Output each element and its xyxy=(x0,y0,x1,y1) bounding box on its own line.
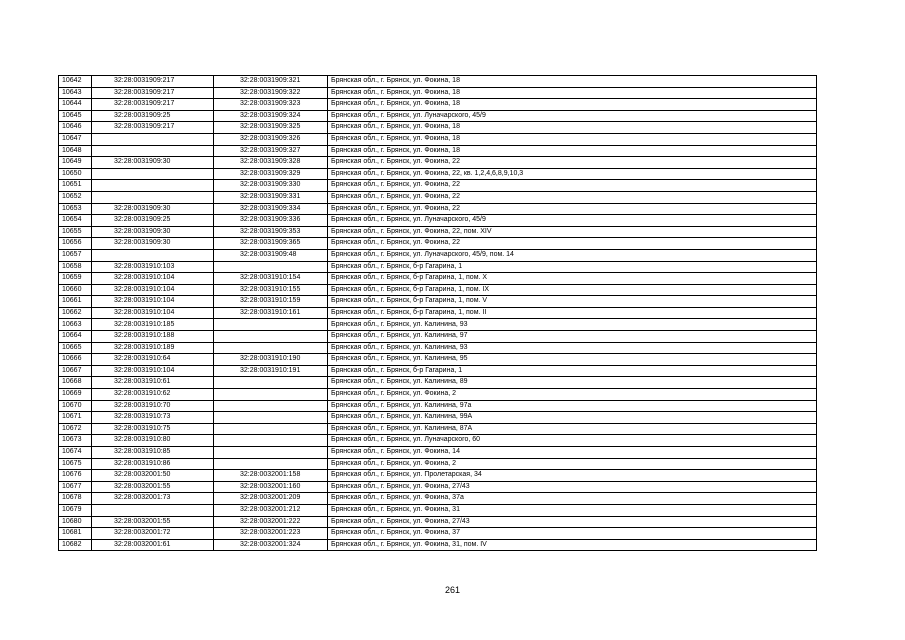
cadastral-number-cell: 32:28:0031909:323 xyxy=(214,99,328,111)
table-row xyxy=(59,110,817,122)
address-cell: Брянская обл., г. Брянск, ул. Фокина, 22, пом. XIV xyxy=(328,226,817,238)
cadastral-number-cell: 32:28:0031910:161 xyxy=(214,307,328,319)
table-row xyxy=(59,180,817,192)
cadastral-number-cell xyxy=(214,261,328,273)
row-number-cell: 10664 xyxy=(59,331,92,343)
address-cell: Брянская обл., г. Брянск, ул. Фокина, 18 xyxy=(328,145,817,157)
cadastral-number-cell: 32:28:0031910:190 xyxy=(214,354,328,366)
address-cell: Брянская обл., г. Брянск, ул. Фокина, 22 xyxy=(328,157,817,169)
row-number-cell: 10667 xyxy=(59,365,92,377)
row-number-cell: 10678 xyxy=(59,493,92,505)
table-row xyxy=(59,504,817,516)
row-number-cell: 10653 xyxy=(59,203,92,215)
cadastral-number-cell xyxy=(214,412,328,424)
parent-cadastral-cell xyxy=(92,249,214,261)
parent-cadastral-cell: 32:28:0031909:25 xyxy=(92,215,214,227)
table-row xyxy=(59,168,817,180)
address-cell: Брянская обл., г. Брянск, ул. Фокина, 22 xyxy=(328,238,817,250)
parent-cadastral-cell: 32:28:0031910:85 xyxy=(92,447,214,459)
address-cell: Брянская обл., г. Брянск, ул. Фокина, 37а xyxy=(328,493,817,505)
row-number-cell: 10655 xyxy=(59,226,92,238)
cadastral-number-cell: 32:28:0031909:327 xyxy=(214,145,328,157)
address-cell: Брянская обл., г. Брянск, ул. Фокина, 37 xyxy=(328,528,817,540)
address-cell: Брянская обл., г. Брянск, ул. Калинина, 95 xyxy=(328,354,817,366)
row-number-cell: 10660 xyxy=(59,284,92,296)
table-row xyxy=(59,423,817,435)
parent-cadastral-cell: 32:28:0031910:70 xyxy=(92,400,214,412)
address-cell: Брянская обл., г. Брянск, ул. Пролетарская, 34 xyxy=(328,470,817,482)
row-number-cell: 10669 xyxy=(59,389,92,401)
row-number-cell: 10662 xyxy=(59,307,92,319)
row-number-cell: 10661 xyxy=(59,296,92,308)
table-row xyxy=(59,516,817,528)
table-row xyxy=(59,249,817,261)
parent-cadastral-cell: 32:28:0031909:217 xyxy=(92,76,214,88)
row-number-cell: 10676 xyxy=(59,470,92,482)
parent-cadastral-cell xyxy=(92,191,214,203)
address-cell: Брянская обл., г. Брянск, ул. Фокина, 22 xyxy=(328,180,817,192)
table-row xyxy=(59,284,817,296)
address-cell: Брянская обл., г. Брянск, ул. Калинина, 97а xyxy=(328,400,817,412)
parent-cadastral-cell: 32:28:0031909:217 xyxy=(92,99,214,111)
row-number-cell: 10670 xyxy=(59,400,92,412)
address-cell: Брянская обл., г. Брянск, ул. Фокина, 27/43 xyxy=(328,481,817,493)
parent-cadastral-cell: 32:28:0032001:55 xyxy=(92,516,214,528)
row-number-cell: 10644 xyxy=(59,99,92,111)
registry-table-body xyxy=(59,76,817,551)
address-cell: Брянская обл., г. Брянск, б-р Гагарина, 1 xyxy=(328,365,817,377)
address-cell: Брянская обл., г. Брянск, ул. Фокина, 22, кв. 1,2,4,6,8,9,10,3 xyxy=(328,168,817,180)
cadastral-number-cell: 32:28:0031909:325 xyxy=(214,122,328,134)
table-row xyxy=(59,331,817,343)
cadastral-number-cell xyxy=(214,342,328,354)
row-number-cell: 10671 xyxy=(59,412,92,424)
table-row xyxy=(59,76,817,88)
address-cell: Брянская обл., г. Брянск, ул. Фокина, 18 xyxy=(328,87,817,99)
address-cell: Брянская обл., г. Брянск, б-р Гагарина, 1 xyxy=(328,261,817,273)
table-row xyxy=(59,481,817,493)
table-row xyxy=(59,273,817,285)
parent-cadastral-cell xyxy=(92,133,214,145)
table-row xyxy=(59,261,817,273)
row-number-cell: 10673 xyxy=(59,435,92,447)
parent-cadastral-cell: 32:28:0032001:50 xyxy=(92,470,214,482)
table-row xyxy=(59,191,817,203)
row-number-cell: 10668 xyxy=(59,377,92,389)
address-cell: Брянская обл., г. Брянск, ул. Фокина, 22 xyxy=(328,191,817,203)
cadastral-number-cell: 32:28:0032001:223 xyxy=(214,528,328,540)
table-row xyxy=(59,215,817,227)
cadastral-number-cell: 32:28:0031909:322 xyxy=(214,87,328,99)
table-row xyxy=(59,435,817,447)
parent-cadastral-cell: 32:28:0031910:75 xyxy=(92,423,214,435)
cadastral-number-cell: 32:28:0031909:331 xyxy=(214,191,328,203)
cadastral-number-cell: 32:28:0031909:321 xyxy=(214,76,328,88)
cadastral-number-cell: 32:28:0031909:353 xyxy=(214,226,328,238)
parent-cadastral-cell: 32:28:0031910:104 xyxy=(92,284,214,296)
row-number-cell: 10677 xyxy=(59,481,92,493)
parent-cadastral-cell: 32:28:0031910:73 xyxy=(92,412,214,424)
parent-cadastral-cell xyxy=(92,168,214,180)
parent-cadastral-cell: 32:28:0031910:80 xyxy=(92,435,214,447)
row-number-cell: 10674 xyxy=(59,447,92,459)
table-row xyxy=(59,99,817,111)
parent-cadastral-cell xyxy=(92,180,214,192)
table-row xyxy=(59,296,817,308)
cadastral-number-cell xyxy=(214,447,328,459)
parent-cadastral-cell: 32:28:0031910:103 xyxy=(92,261,214,273)
parent-cadastral-cell: 32:28:0031909:30 xyxy=(92,226,214,238)
parent-cadastral-cell xyxy=(92,504,214,516)
row-number-cell: 10681 xyxy=(59,528,92,540)
address-cell: Брянская обл., г. Брянск, ул. Фокина, 18 xyxy=(328,133,817,145)
row-number-cell: 10659 xyxy=(59,273,92,285)
row-number-cell: 10682 xyxy=(59,539,92,551)
parent-cadastral-cell: 32:28:0031910:62 xyxy=(92,389,214,401)
row-number-cell: 10672 xyxy=(59,423,92,435)
row-number-cell: 10649 xyxy=(59,157,92,169)
address-cell: Брянская обл., г. Брянск, б-р Гагарина, 1, пом. V xyxy=(328,296,817,308)
parent-cadastral-cell: 32:28:0031910:104 xyxy=(92,307,214,319)
cadastral-number-cell: 32:28:0031910:154 xyxy=(214,273,328,285)
row-number-cell: 10648 xyxy=(59,145,92,157)
table-row xyxy=(59,307,817,319)
row-number-cell: 10675 xyxy=(59,458,92,470)
cadastral-number-cell: 32:28:0031909:336 xyxy=(214,215,328,227)
cadastral-number-cell: 32:28:0031909:365 xyxy=(214,238,328,250)
row-number-cell: 10680 xyxy=(59,516,92,528)
row-number-cell: 10679 xyxy=(59,504,92,516)
parent-cadastral-cell: 32:28:0031910:104 xyxy=(92,273,214,285)
cadastral-number-cell xyxy=(214,331,328,343)
page-number: 261 xyxy=(444,585,461,595)
cadastral-number-cell: 32:28:0031909:48 xyxy=(214,249,328,261)
table-row xyxy=(59,447,817,459)
row-number-cell: 10665 xyxy=(59,342,92,354)
cadastral-number-cell: 32:28:0031909:329 xyxy=(214,168,328,180)
table-row xyxy=(59,377,817,389)
cadastral-number-cell: 32:28:0031909:324 xyxy=(214,110,328,122)
address-cell: Брянская обл., г. Брянск, б-р Гагарина, 1, пом. II xyxy=(328,307,817,319)
table-row xyxy=(59,145,817,157)
cadastral-number-cell: 32:28:0031909:328 xyxy=(214,157,328,169)
cadastral-number-cell xyxy=(214,377,328,389)
table-row xyxy=(59,539,817,551)
row-number-cell: 10666 xyxy=(59,354,92,366)
address-cell: Брянская обл., г. Брянск, ул. Луначарского, 45/9 xyxy=(328,215,817,227)
address-cell: Брянская обл., г. Брянск, ул. Фокина, 18 xyxy=(328,76,817,88)
row-number-cell: 10651 xyxy=(59,180,92,192)
table-row xyxy=(59,458,817,470)
parent-cadastral-cell: 32:28:0031910:61 xyxy=(92,377,214,389)
address-cell: Брянская обл., г. Брянск, ул. Фокина, 31 xyxy=(328,504,817,516)
cadastral-number-cell: 32:28:0032001:209 xyxy=(214,493,328,505)
parent-cadastral-cell: 32:28:0031910:104 xyxy=(92,365,214,377)
address-cell: Брянская обл., г. Брянск, ул. Фокина, 22 xyxy=(328,203,817,215)
table-row xyxy=(59,354,817,366)
row-number-cell: 10656 xyxy=(59,238,92,250)
table-row xyxy=(59,133,817,145)
parent-cadastral-cell: 32:28:0031909:30 xyxy=(92,157,214,169)
parent-cadastral-cell: 32:28:0031909:217 xyxy=(92,122,214,134)
cadastral-number-cell: 32:28:0032001:222 xyxy=(214,516,328,528)
address-cell: Брянская обл., г. Брянск, ул. Калинина, 89 xyxy=(328,377,817,389)
registry-table xyxy=(58,75,817,551)
parent-cadastral-cell: 32:28:0032001:73 xyxy=(92,493,214,505)
parent-cadastral-cell: 32:28:0031910:64 xyxy=(92,354,214,366)
address-cell: Брянская обл., г. Брянск, б-р Гагарина, 1, пом. IX xyxy=(328,284,817,296)
table-row xyxy=(59,157,817,169)
table-row xyxy=(59,122,817,134)
address-cell: Брянская обл., г. Брянск, ул. Фокина, 18 xyxy=(328,99,817,111)
cadastral-number-cell xyxy=(214,389,328,401)
address-cell: Брянская обл., г. Брянск, ул. Фокина, 14 xyxy=(328,447,817,459)
cadastral-number-cell: 32:28:0032001:212 xyxy=(214,504,328,516)
cadastral-number-cell: 32:28:0031909:334 xyxy=(214,203,328,215)
address-cell: Брянская обл., г. Брянск, ул. Луначарского, 45/9, пом. 14 xyxy=(328,249,817,261)
parent-cadastral-cell: 32:28:0031910:185 xyxy=(92,319,214,331)
address-cell: Брянская обл., г. Брянск, ул. Калинина, 97 xyxy=(328,331,817,343)
cadastral-number-cell: 32:28:0031909:330 xyxy=(214,180,328,192)
table-row xyxy=(59,365,817,377)
address-cell: Брянская обл., г. Брянск, ул. Калинина, 87А xyxy=(328,423,817,435)
parent-cadastral-cell: 32:28:0031910:189 xyxy=(92,342,214,354)
cadastral-number-cell: 32:28:0032001:160 xyxy=(214,481,328,493)
address-cell: Брянская обл., г. Брянск, ул. Фокина, 18 xyxy=(328,122,817,134)
cadastral-number-cell xyxy=(214,423,328,435)
address-cell: Брянская обл., г. Брянск, ул. Калинина, 99А xyxy=(328,412,817,424)
parent-cadastral-cell xyxy=(92,145,214,157)
table-row xyxy=(59,342,817,354)
address-cell: Брянская обл., г. Брянск, ул. Калинина, 93 xyxy=(328,319,817,331)
cadastral-number-cell xyxy=(214,458,328,470)
table-row xyxy=(59,528,817,540)
table-row xyxy=(59,238,817,250)
parent-cadastral-cell: 32:28:0032001:61 xyxy=(92,539,214,551)
row-number-cell: 10646 xyxy=(59,122,92,134)
cadastral-number-cell: 32:28:0032001:158 xyxy=(214,470,328,482)
address-cell: Брянская обл., г. Брянск, ул. Фокина, 2 xyxy=(328,458,817,470)
table-row xyxy=(59,203,817,215)
cadastral-number-cell xyxy=(214,400,328,412)
address-cell: Брянская обл., г. Брянск, ул. Калинина, 93 xyxy=(328,342,817,354)
parent-cadastral-cell: 32:28:0031909:25 xyxy=(92,110,214,122)
table-row xyxy=(59,412,817,424)
table-row xyxy=(59,389,817,401)
table-row xyxy=(59,493,817,505)
row-number-cell: 10652 xyxy=(59,191,92,203)
parent-cadastral-cell: 32:28:0032001:55 xyxy=(92,481,214,493)
row-number-cell: 10663 xyxy=(59,319,92,331)
parent-cadastral-cell: 32:28:0031910:188 xyxy=(92,331,214,343)
table-row xyxy=(59,87,817,99)
address-cell: Брянская обл., г. Брянск, ул. Луначарского, 60 xyxy=(328,435,817,447)
parent-cadastral-cell: 32:28:0031909:217 xyxy=(92,87,214,99)
row-number-cell: 10643 xyxy=(59,87,92,99)
cadastral-number-cell xyxy=(214,435,328,447)
parent-cadastral-cell: 32:28:0031910:104 xyxy=(92,296,214,308)
row-number-cell: 10642 xyxy=(59,76,92,88)
row-number-cell: 10654 xyxy=(59,215,92,227)
cadastral-number-cell: 32:28:0031909:326 xyxy=(214,133,328,145)
row-number-cell: 10647 xyxy=(59,133,92,145)
address-cell: Брянская обл., г. Брянск, ул. Фокина, 27/43 xyxy=(328,516,817,528)
address-cell: Брянская обл., г. Брянск, ул. Луначарского, 45/9 xyxy=(328,110,817,122)
address-cell: Брянская обл., г. Брянск, ул. Фокина, 2 xyxy=(328,389,817,401)
table-row xyxy=(59,400,817,412)
cadastral-number-cell xyxy=(214,319,328,331)
table-row xyxy=(59,470,817,482)
table-row xyxy=(59,226,817,238)
cadastral-number-cell: 32:28:0032001:324 xyxy=(214,539,328,551)
cadastral-number-cell: 32:28:0031910:159 xyxy=(214,296,328,308)
row-number-cell: 10645 xyxy=(59,110,92,122)
parent-cadastral-cell: 32:28:0032001:72 xyxy=(92,528,214,540)
parent-cadastral-cell: 32:28:0031909:30 xyxy=(92,203,214,215)
parent-cadastral-cell: 32:28:0031910:86 xyxy=(92,458,214,470)
table-row xyxy=(59,319,817,331)
parent-cadastral-cell: 32:28:0031909:30 xyxy=(92,238,214,250)
address-cell: Брянская обл., г. Брянск, ул. Фокина, 31, пом. IV xyxy=(328,539,817,551)
row-number-cell: 10657 xyxy=(59,249,92,261)
row-number-cell: 10658 xyxy=(59,261,92,273)
cadastral-number-cell: 32:28:0031910:191 xyxy=(214,365,328,377)
row-number-cell: 10650 xyxy=(59,168,92,180)
address-cell: Брянская обл., г. Брянск, б-р Гагарина, 1, пом. X xyxy=(328,273,817,285)
cadastral-number-cell: 32:28:0031910:155 xyxy=(214,284,328,296)
